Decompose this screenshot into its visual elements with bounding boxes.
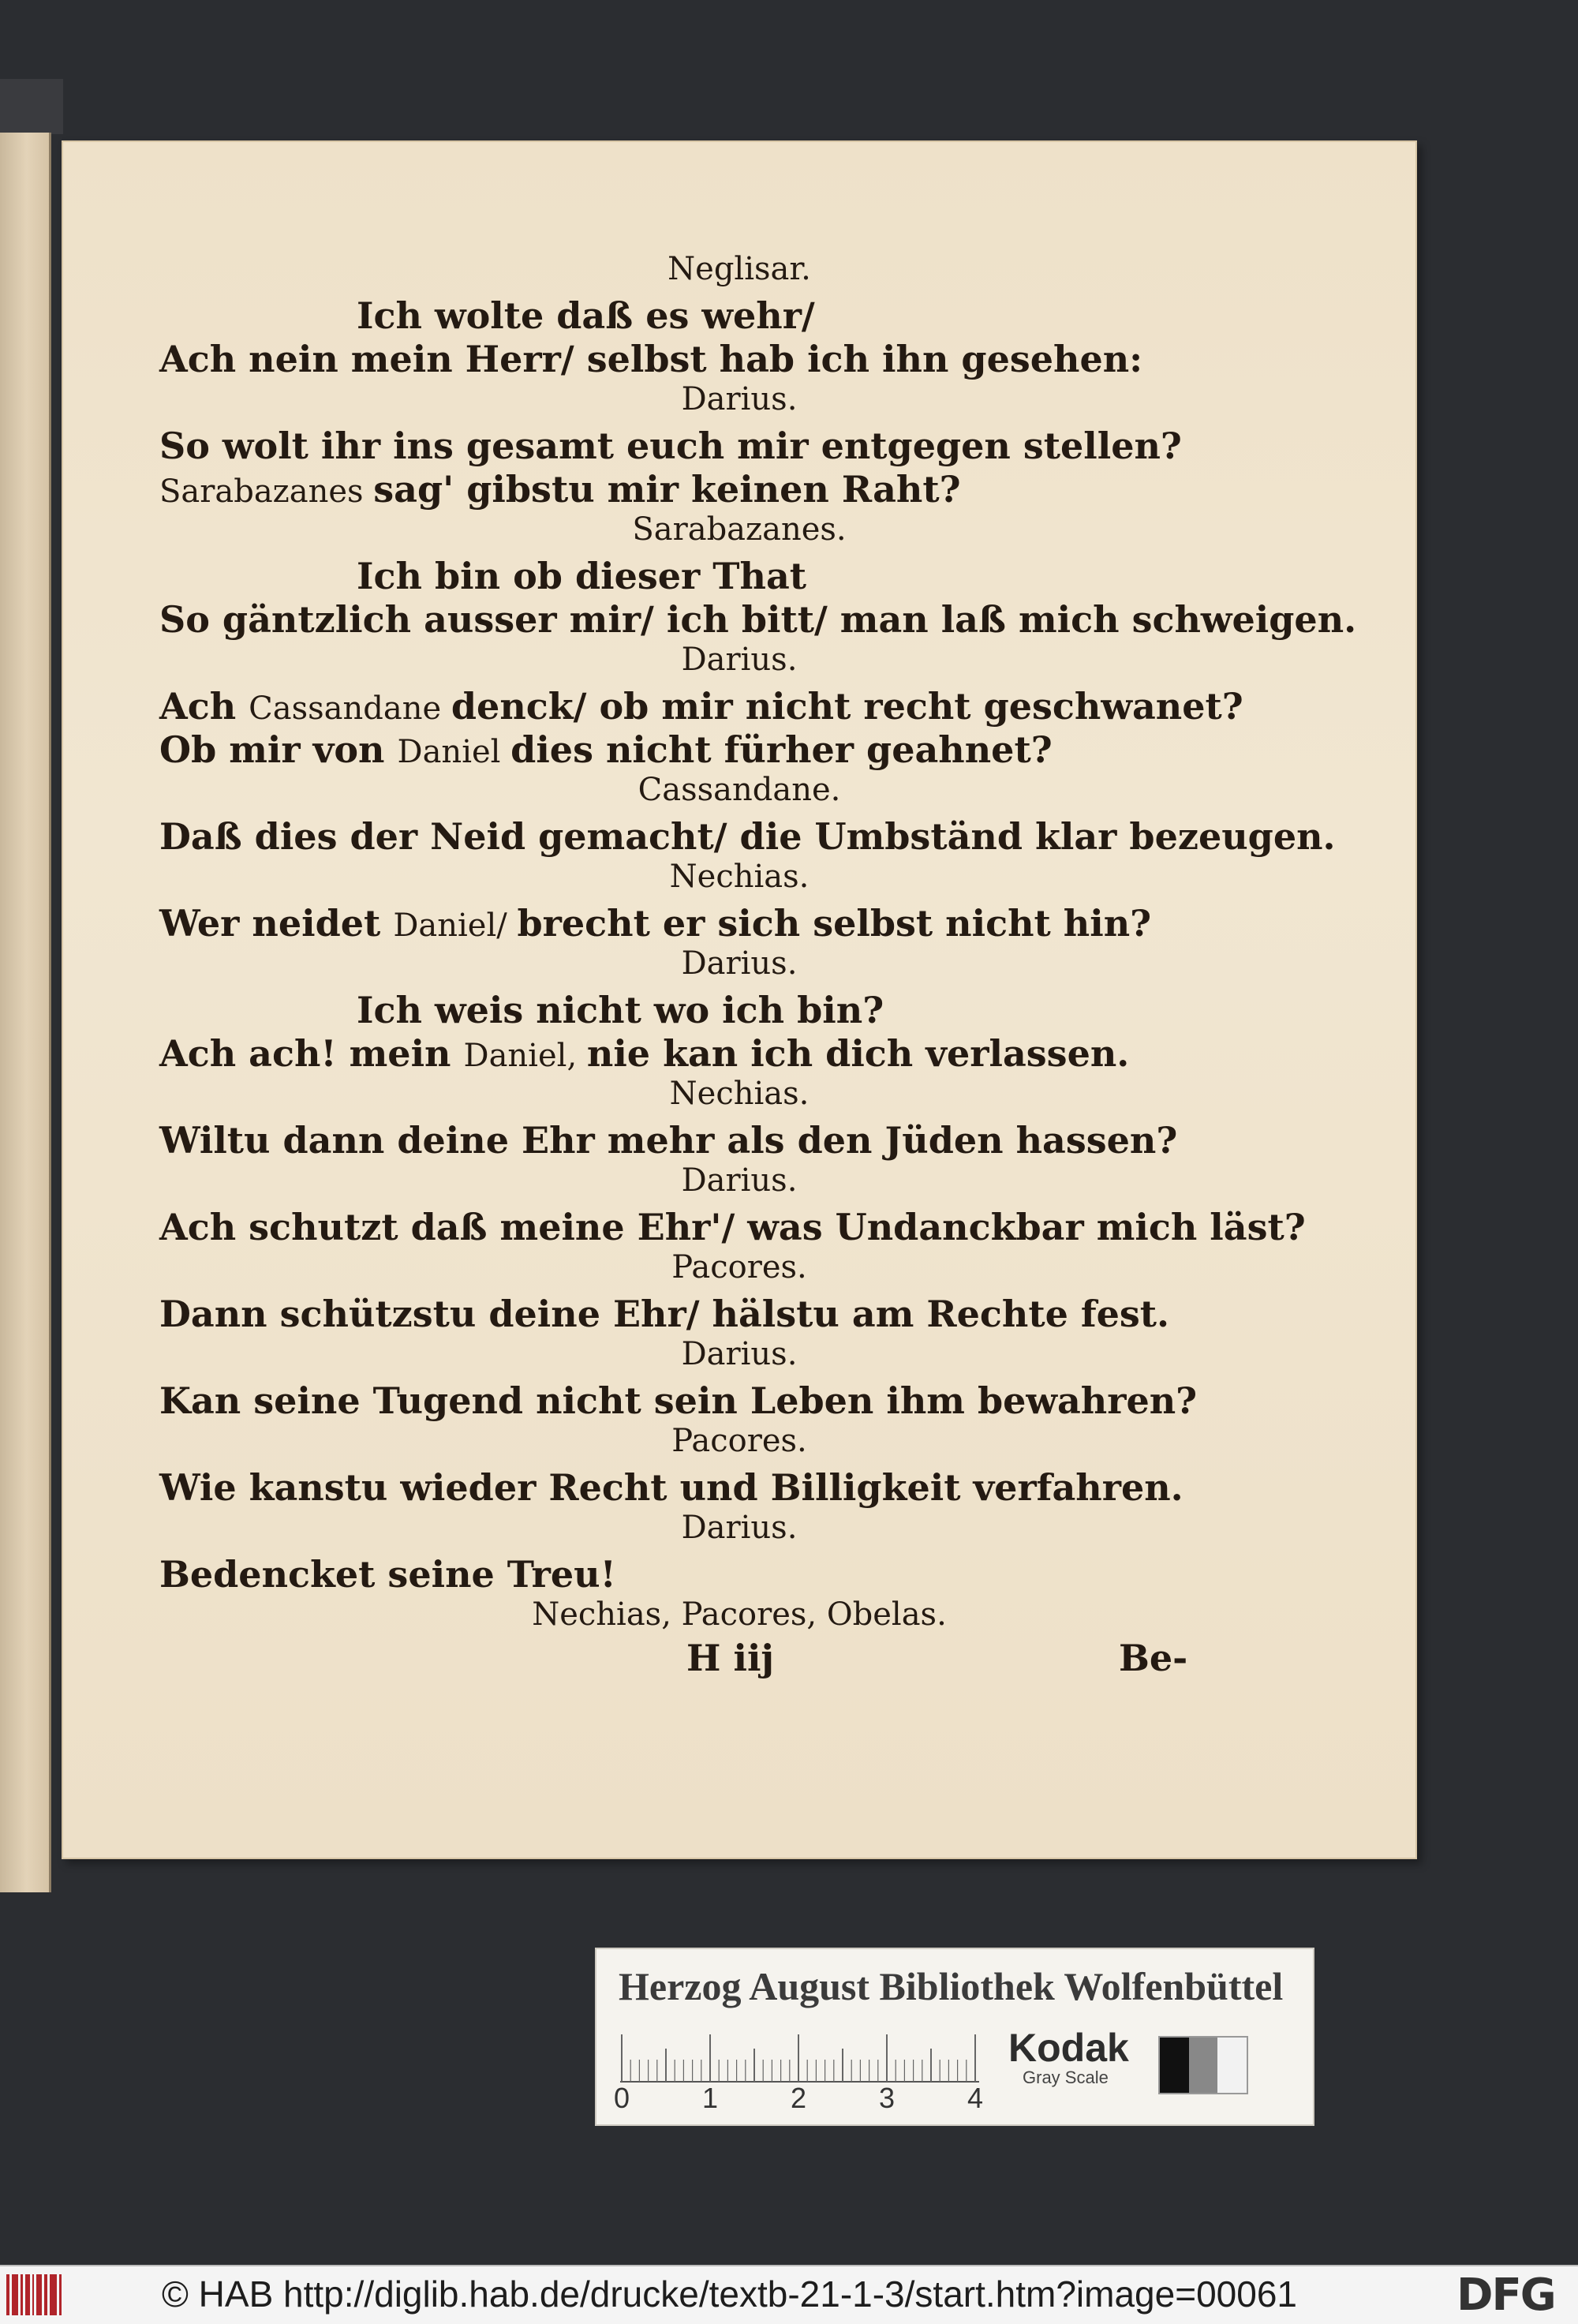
speaker-name — [62, 772, 1417, 808]
fraktur-text: Kan seine Tugend nicht sein Leben ihm bewahren? — [159, 1379, 1198, 1422]
barcode-bar — [12, 2274, 18, 2315]
antiqua-text: Pacores. — [671, 1423, 807, 1459]
antiqua-text: Daniel, — [463, 1038, 587, 1074]
signature-mark: H iij — [686, 1637, 775, 1679]
fraktur-text: Ich weis nicht wo ich bin? — [357, 989, 884, 1031]
barcode-bar — [32, 2274, 34, 2315]
verse-line — [159, 1553, 616, 1596]
barcode-bar — [44, 2274, 47, 2315]
barcode-bar — [59, 2274, 62, 2315]
ruler-number: 4 — [967, 2082, 984, 2114]
verse-line — [159, 598, 1356, 641]
fraktur-text: Ach nein mein Herr/ selbst hab ich ihn gesehen: — [159, 338, 1143, 380]
fraktur-text: brecht er sich selbst nicht hin? — [517, 902, 1152, 945]
speaker-name — [62, 1596, 1417, 1633]
antiqua-text: Darius. — [681, 1336, 798, 1372]
antiqua-text: Pacores. — [671, 1249, 807, 1285]
antiqua-text: Sarabazanes — [159, 473, 374, 510]
antiqua-text: Darius. — [681, 945, 798, 982]
verse-line — [159, 1293, 1169, 1335]
speaker-name — [62, 1423, 1417, 1459]
ruler-scale — [620, 2028, 979, 2083]
antiqua-text: Nechias. — [669, 1076, 810, 1112]
fraktur-text: Wie kanstu wieder Recht und Billigkeit verfahren. — [159, 1466, 1184, 1509]
fraktur-text: denck/ ob mir nicht recht geschwanet? — [451, 685, 1243, 728]
verse-line — [159, 1466, 1184, 1509]
gray-scale-label: Gray Scale — [1023, 2068, 1109, 2087]
speaker-name — [62, 642, 1417, 678]
fraktur-text: So wolt ihr ins gesamt euch mir entgegen stellen? — [159, 425, 1182, 467]
fraktur-text: So gäntzlich ausser mir/ ich bitt/ man laß mich schweigen. — [159, 598, 1357, 641]
ruler-numbers — [614, 2082, 1024, 2113]
fraktur-text: Wer neidet — [159, 902, 394, 945]
fraktur-text: Dann schützstu deine Ehr/ hälstu am Rechte fest. — [159, 1293, 1170, 1335]
verse-line — [159, 425, 1182, 467]
antiqua-text: Darius. — [681, 1162, 798, 1199]
fraktur-text: sag' gibstu mir keinen Raht? — [373, 468, 961, 511]
barcode-bar — [6, 2274, 9, 2315]
verse-line — [357, 294, 815, 337]
fraktur-text: Daß dies der Neid gemacht/ die Umbständ klar bezeugen. — [159, 815, 1336, 858]
speaker-name — [62, 1076, 1417, 1112]
fraktur-text: Ich bin ob dieser That — [357, 555, 806, 597]
scan-background — [0, 79, 63, 134]
speaker-name — [62, 945, 1417, 982]
antiqua-text: Cassandane. — [638, 772, 841, 808]
fraktur-text: Ob mir von — [159, 728, 398, 771]
speaker-name — [62, 859, 1417, 895]
verse-line — [159, 1119, 1177, 1162]
speaker-name — [62, 1336, 1417, 1372]
barcode-bar — [21, 2274, 23, 2315]
fraktur-text: Ich wolte daß es wehr/ — [357, 294, 815, 337]
speaker-name — [62, 1510, 1417, 1546]
antiqua-text: Nechias, Pacores, Obelas. — [532, 1596, 947, 1633]
antiqua-text: Sarabazanes. — [632, 511, 847, 548]
fraktur-text: dies nicht fürher geahnet? — [510, 728, 1053, 771]
footer-bar — [0, 2265, 1578, 2324]
fraktur-text: Ach — [159, 685, 249, 728]
fraktur-text: Wiltu dann deine Ehr mehr als den Jüden hassen? — [159, 1119, 1178, 1162]
barcode-bar — [50, 2274, 57, 2315]
antiqua-text: Cassandane — [249, 690, 451, 727]
verse-line — [159, 1032, 1129, 1075]
verse-line — [159, 1379, 1197, 1422]
speaker-name — [62, 511, 1417, 548]
previous-page-edge — [0, 133, 51, 1892]
antiqua-text: Daniel/ — [393, 908, 518, 944]
speaker-name — [62, 1162, 1417, 1199]
ruler-number: 3 — [879, 2082, 896, 2114]
antiqua-text: Darius. — [681, 642, 798, 678]
barcode-icon — [6, 2274, 68, 2315]
gray-swatch — [1217, 2038, 1247, 2093]
antiqua-text: Darius. — [681, 1510, 798, 1546]
footer-credit-link[interactable]: © HAB http://diglib.hab.de/drucke/textb-21-1-3/start.htm?image=00061 — [162, 2273, 1297, 2315]
antiqua-text: Daniel — [397, 734, 511, 770]
verse-line — [159, 728, 1053, 771]
verse-line — [159, 685, 1243, 728]
kodak-logo: Kodak — [1008, 2026, 1129, 2070]
fraktur-text: Bedencket seine Treu! — [159, 1553, 616, 1596]
antiqua-text: Nechias. — [669, 859, 810, 895]
ruler-number: 0 — [614, 2082, 630, 2114]
ruler-number: 2 — [791, 2082, 807, 2114]
dfg-logo: DFG — [1456, 2270, 1555, 2321]
verse-line — [159, 1206, 1306, 1248]
fraktur-text: Ach ach! mein — [159, 1032, 464, 1075]
gray-swatch — [1189, 2038, 1218, 2093]
speaker-name — [62, 251, 1417, 287]
verse-line — [159, 902, 1151, 945]
speaker-name — [62, 381, 1417, 417]
fraktur-text: nie kan ich dich verlassen. — [586, 1032, 1130, 1075]
verse-line — [357, 989, 884, 1031]
verse-line — [159, 468, 961, 511]
verse-line — [159, 815, 1336, 858]
fraktur-text: Ach schutzt daß meine Ehr'/ was Undanckbar mich läst? — [159, 1206, 1306, 1248]
verse-line — [357, 555, 806, 597]
barcode-bar — [25, 2274, 30, 2315]
gray-swatches — [1158, 2036, 1248, 2094]
gray-swatch — [1160, 2038, 1189, 2093]
barcode-bar — [36, 2274, 42, 2315]
verse-line — [159, 338, 1142, 380]
ruler-number: 1 — [702, 2082, 719, 2114]
catchword: Be- — [1119, 1637, 1188, 1679]
speaker-name — [62, 1249, 1417, 1285]
antiqua-text: Darius. — [681, 381, 798, 417]
book-page — [62, 140, 1417, 1859]
library-name: Herzog August Bibliothek Wolfenbüttel — [619, 1964, 1284, 2008]
antiqua-text: Neglisar. — [667, 251, 811, 287]
library-color-card — [595, 1948, 1314, 2126]
